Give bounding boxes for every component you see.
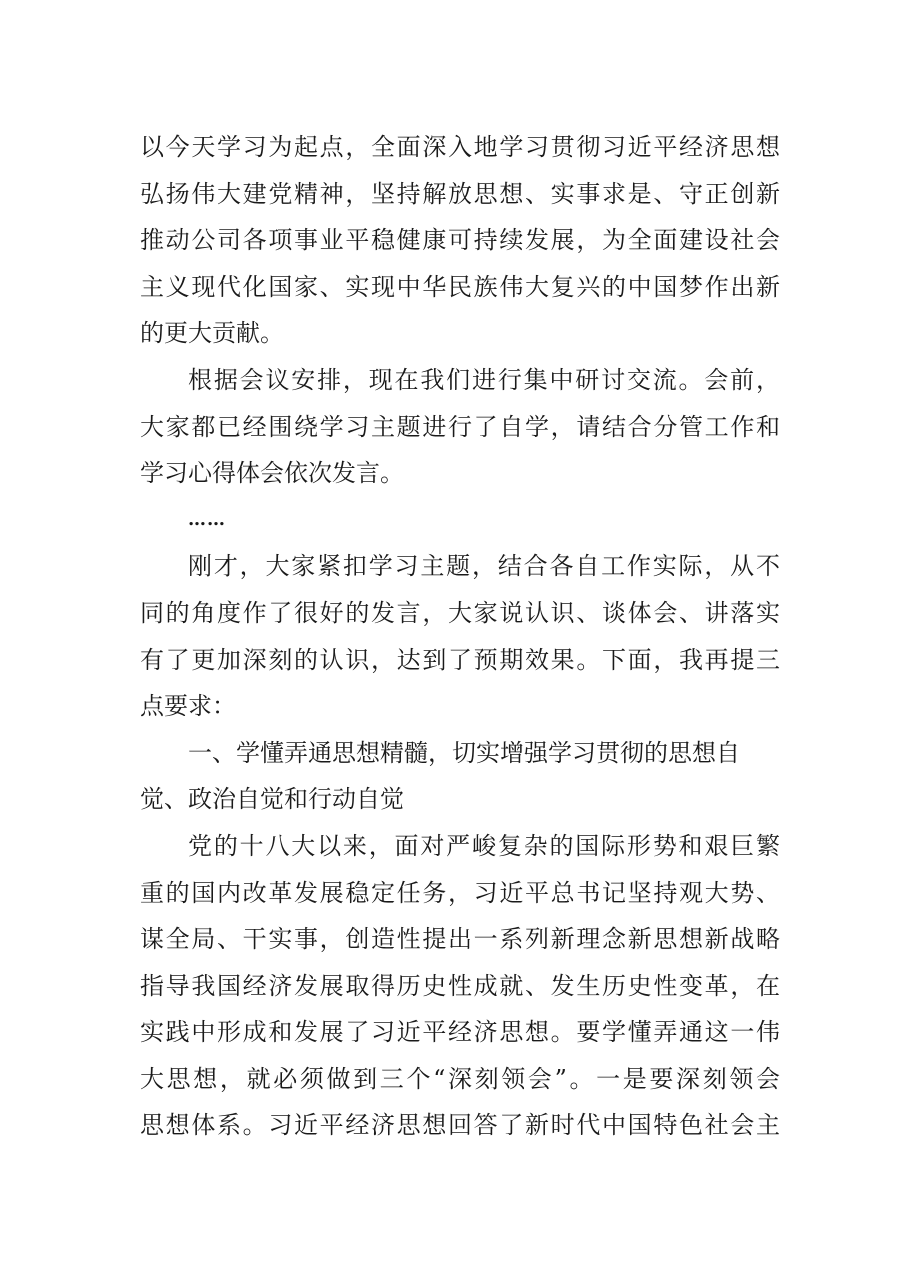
- text-line: 的更大贡献。: [140, 319, 284, 348]
- text-line: 大思想，就必须做到三个“深刻领会”。一是要深刻领会: [140, 1064, 780, 1093]
- ellipsis-line: ……: [188, 508, 226, 530]
- text-line: 根据会议安排，现在我们进行集中研讨交流。会前，: [188, 365, 780, 394]
- text-line: 点要求：: [140, 692, 236, 721]
- text-line: 大家都已经围绕学习主题进行了自学，请结合分管工作和: [140, 412, 780, 441]
- document-body: [140, 124, 780, 1149]
- text-line: 学习心得体会依次发言。: [140, 459, 404, 488]
- text-line: 重的国内改革发展稳定任务，习近平总书记坚持观大势、: [140, 878, 780, 907]
- text-line: 推动公司各项事业平稳健康可持续发展，为全面建设社会: [140, 226, 780, 255]
- text-line: 刚才，大家紧扣学习主题，结合各自工作实际，从不: [188, 552, 780, 581]
- section-heading-line: 一、学懂弄通思想精髓，切实增强学习贯彻的思想自: [188, 738, 740, 767]
- text-line: 有了更加深刻的认识，达到了预期效果。下面，我再提三: [140, 645, 780, 674]
- section-heading-line: 觉、政治自觉和行动自觉: [140, 785, 404, 814]
- text-line: 指导我国经济发展取得历史性成就、发生历史性变革，在: [140, 971, 780, 1000]
- text-line: 实践中形成和发展了习近平经济思想。要学懂弄通这一伟: [140, 1018, 780, 1047]
- text-line: 思想体系。习近平经济思想回答了新时代中国特色社会主: [140, 1111, 780, 1140]
- text-line: 弘扬伟大建党精神，坚持解放思想、实事求是、守正创新: [140, 179, 780, 208]
- text-line: 党的十八大以来，面对严峻复杂的国际形势和艰巨繁: [188, 831, 780, 860]
- text-line: 谋全局、干实事，创造性提出一系列新理念新思想新战略: [140, 925, 780, 954]
- text-line: 同的角度作了很好的发言，大家说认识、谈体会、讲落实: [140, 598, 780, 627]
- text-line: 以今天学习为起点，全面深入地学习贯彻习近平经济思想: [140, 133, 780, 161]
- text-line: 主义现代化国家、实现中华民族伟大复兴的中国梦作出新: [140, 272, 780, 301]
